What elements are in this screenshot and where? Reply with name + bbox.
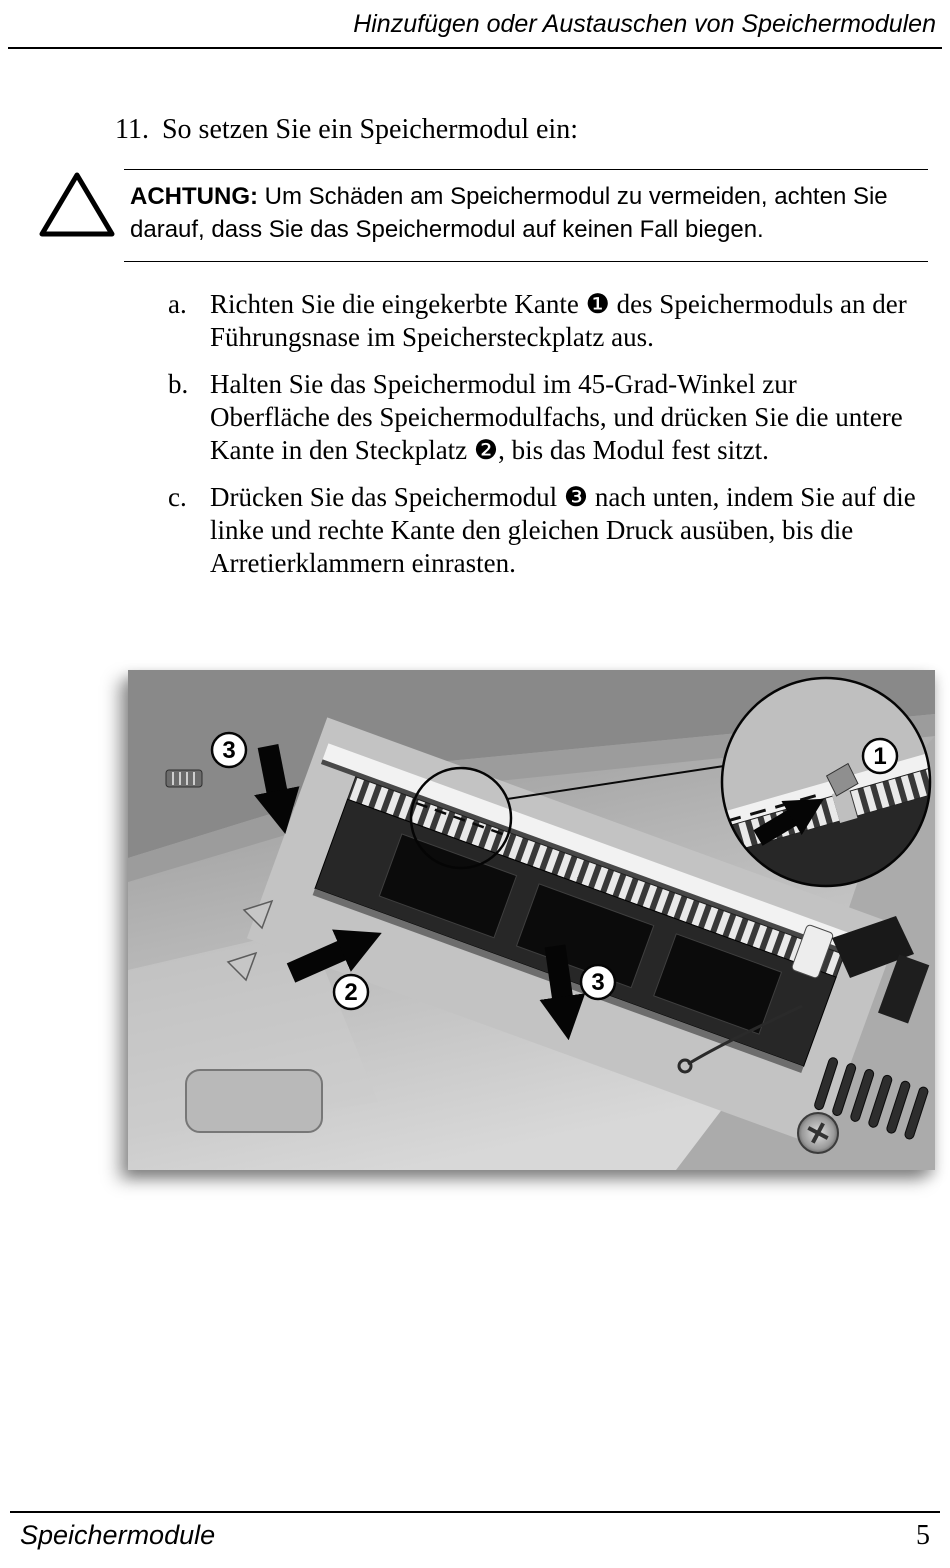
caution-label: ACHTUNG: <box>130 183 258 210</box>
header-rule <box>8 47 942 49</box>
callout-1-label: 1 <box>873 743 887 770</box>
press-down-arrow-left <box>268 746 279 802</box>
warning-triangle-icon <box>38 169 124 243</box>
running-head: Hinzufügen oder Austauschen von Speichermodulen <box>353 10 936 38</box>
screw <box>798 1113 838 1153</box>
substep-c-text: Drücken Sie das Speichermodul ❸ nach unten, indem Sie auf die linke und rechte Kante den gleichen Druck ausüben, bis die Arretierklammern einrasten. <box>210 482 916 578</box>
callout-3-top <box>212 733 246 767</box>
memory-module-figure <box>128 670 935 1170</box>
footer-row <box>10 1513 940 1552</box>
page-header <box>0 0 950 49</box>
substep-b <box>168 368 930 467</box>
substep-a-label: a. <box>168 289 187 319</box>
page-footer <box>0 1511 950 1568</box>
caution-body <box>124 169 928 262</box>
callout-1-inset <box>863 739 897 773</box>
callout-3-top-label: 3 <box>222 737 236 764</box>
callout-2-label: 2 <box>344 979 358 1006</box>
step-number: 11. <box>115 114 149 145</box>
substep-c <box>168 481 930 580</box>
caution-text: Um Schäden am Speichermodul zu vermeiden, achten Sie darauf, dass Sie das Speichermodul auf keinen Fall biegen. <box>130 183 888 243</box>
caution-box <box>38 169 928 262</box>
antenna-grille <box>166 770 202 787</box>
substep-b-text: Halten Sie das Speichermodul im 45-Grad-Winkel zur Oberfläche des Speichermodulfachs, und drücken Sie die untere Kante in den Steckplatz ❷, bis das Modul fest sitzt. <box>210 369 903 465</box>
label-recess <box>186 1070 322 1132</box>
callout-2 <box>334 975 368 1009</box>
step-heading <box>115 113 930 147</box>
press-down-arrow-center <box>555 946 564 1008</box>
substep-list <box>168 288 930 594</box>
memory-module-illustration <box>128 670 935 1170</box>
callout-3-bottom <box>581 965 615 999</box>
step-text: So setzen Sie ein Speichermodul ein: <box>161 114 578 145</box>
substep-b-label: b. <box>168 369 189 399</box>
footer-section-title: Speichermodule <box>20 1520 216 1550</box>
callout-3-bottom-label: 3 <box>591 969 605 996</box>
substep-a <box>168 288 930 354</box>
substep-c-label: c. <box>168 482 187 512</box>
substep-a-text: Richten Sie die eingekerbte Kante ❶ des Speichermoduls an der Führungsnase im Speichersteckplatz aus. <box>210 289 907 352</box>
page-number: 5 <box>916 1520 930 1551</box>
